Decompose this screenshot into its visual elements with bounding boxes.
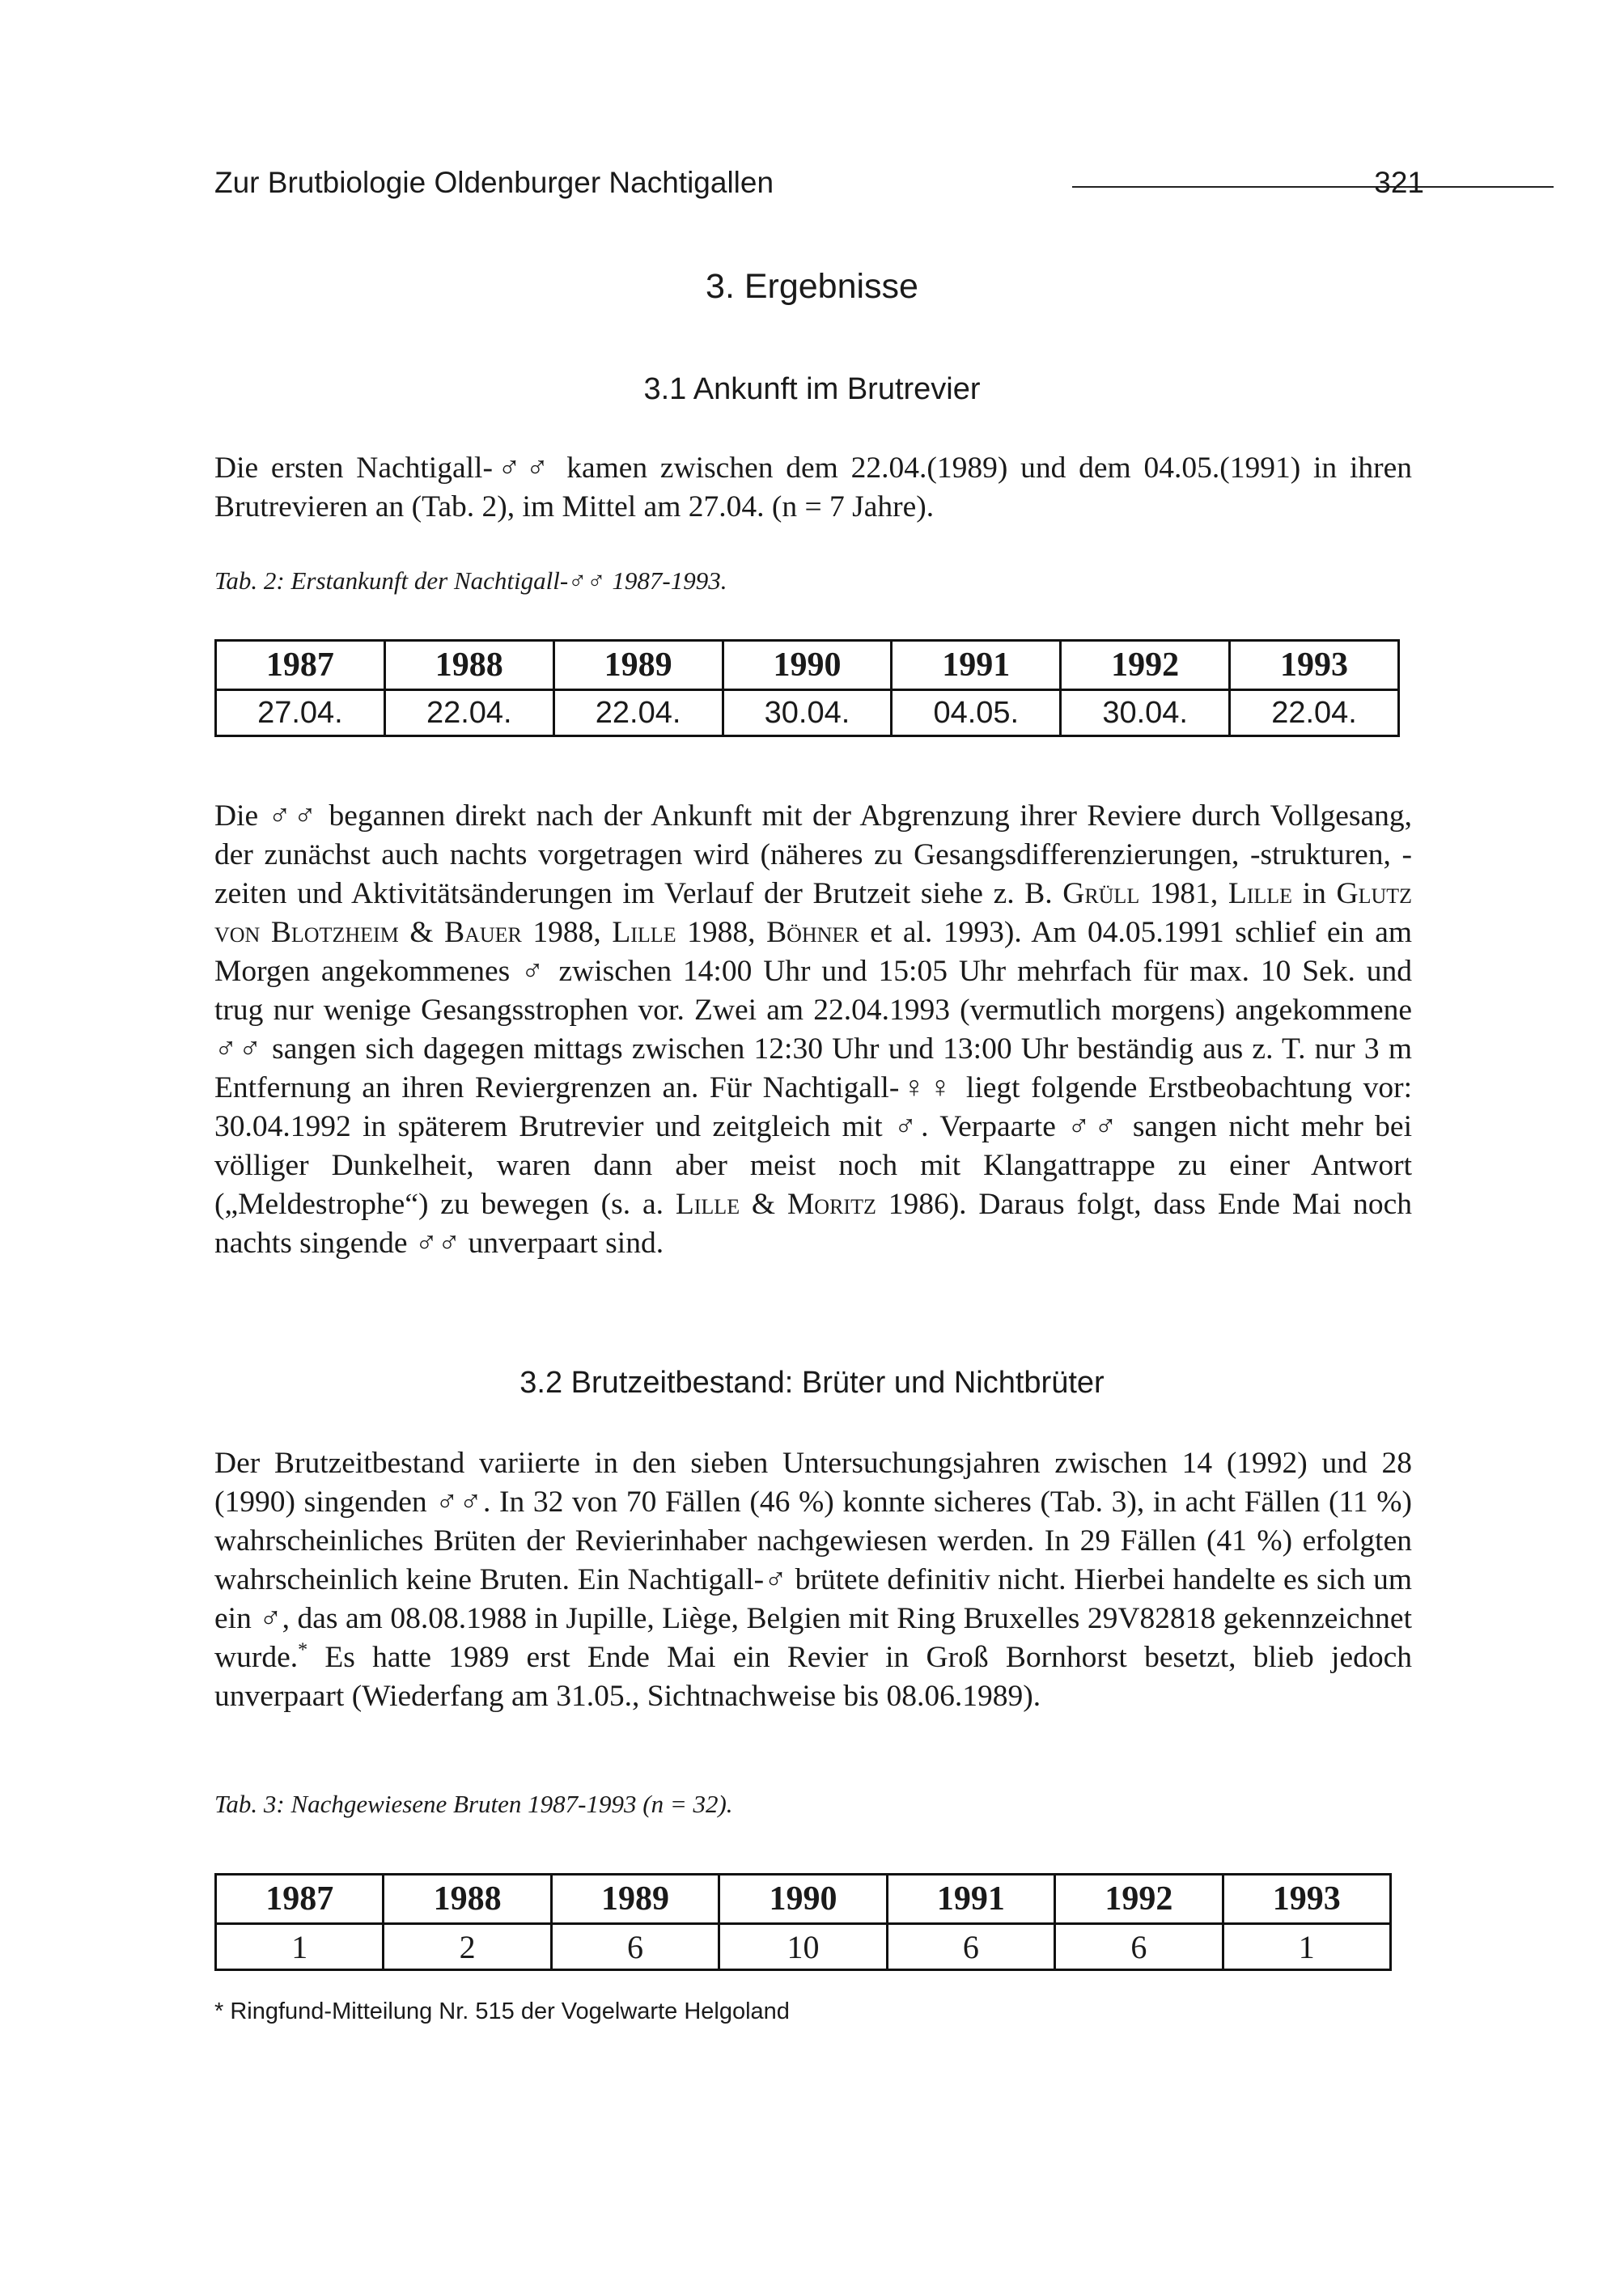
- text-run: Es hatte 1989 erst Ende Mai ein Revier in Groß Bornhorst besetzt, blieb jedoch unverpaart (Wiederfang am 31.05., Sichtnachweise bis 08.06.1989).: [214, 1641, 1412, 1713]
- table-header-row: [216, 1875, 1391, 1924]
- table-cell: 30.04.: [1061, 690, 1230, 736]
- table-cell: 1: [216, 1924, 384, 1970]
- subsection-title-breeding: 3.2 Brutzeitbestand: Brüter und Nichtbrüter: [519, 1366, 1105, 1400]
- subsection-title-arrival: 3.1 Ankunft im Brutrevier: [643, 372, 981, 406]
- table-first-arrival: [214, 639, 1400, 737]
- table-cell: 27.04.: [216, 690, 385, 736]
- table-header-cell: 1988: [384, 1875, 551, 1924]
- table-cell: 04.05.: [892, 690, 1061, 736]
- table-header-cell: 1989: [553, 641, 723, 690]
- header-rule: [1072, 186, 1554, 188]
- table-header-cell: 1991: [887, 1875, 1054, 1924]
- table-cell: 22.04.: [1230, 690, 1399, 736]
- table-cell: 6: [551, 1924, 719, 1970]
- table-header-cell: 1987: [216, 641, 385, 690]
- author-name: Lille: [612, 916, 676, 949]
- table-header-cell: 1987: [216, 1875, 384, 1924]
- text-run: Der Brutzeitbestand variierte in den sieben Untersuchungsjahren zwischen 14 (1992) und 28 (1990) singenden ♂♂. In 32 von 70 Fällen (46 %) konnte sicheres (Tab. 3), in acht Fällen (11 %) wahrscheinliches Brüten der Revierinhaber nachgewiesen werden. In 29 Fällen (41 %) erfolgten wahrscheinlich keine Bruten. Ein Nachtigall-♂ brütete definitiv nicht. Hierbei handelte es sich um ein ♂, das am 08.08.1988 in Jupille, Liège, Belgien mit Ring Bruxelles 29V82818 gekennzeichnet wurde.: [214, 1447, 1412, 1674]
- table-header-cell: 1993: [1223, 1875, 1390, 1924]
- table-row: [216, 690, 1399, 736]
- table-header-cell: 1993: [1230, 641, 1399, 690]
- table-confirmed-broods: [214, 1873, 1392, 1971]
- author-name: Bauer: [444, 916, 522, 949]
- footnote-marker: *: [298, 1639, 308, 1661]
- table-row: [216, 1924, 1391, 1970]
- page-number: 321: [1374, 166, 1424, 199]
- running-title: Zur Brutbiologie Oldenburger Nachtigallen: [214, 166, 774, 199]
- table-header-cell: 1988: [384, 641, 553, 690]
- table-cell: 22.04.: [384, 690, 553, 736]
- table2-caption: Tab. 2: Erstankunft der Nachtigall-♂♂ 1987-1993.: [214, 566, 727, 595]
- table-header-cell: 1992: [1055, 1875, 1223, 1924]
- section-title: 3. Ergebnisse: [706, 267, 918, 306]
- author-name: Lille: [1228, 877, 1293, 910]
- text-run: et al. 1993). Am 04.05.1991 schlief ein am Morgen angekommenes ♂ zwischen 14:00 Uhr und 15:05 Uhr mehrfach für max. 10 Sek. und trug nur wenige Gesangsstrophen vor. Zwei am 22.04.1993 (vermutlich morgens) angekommene ♂♂ sangen sich dagegen mittags zwischen 12:30 Uhr und 13:00 Uhr beständig aus z. T. nur 3 m Entfernung an ihren Reviergrenzen an. Für Nachtigall-♀♀ liegt folgende Erstbeobachtung vor: 30.04.1992 in späterem Brutrevier und zeitgleich mit ♂. Verpaarte ♂♂ sangen nicht mehr bei völliger Dunkelheit, waren dann aber meist noch mit Klangattrappe zu einer Antwort („Meldestrophe“) zu bewegen (s. a.: [214, 916, 1413, 1221]
- text-run: Die ♂♂ begannen direkt nach der Ankunft mit der Abgrenzung ihrer Reviere durch Vollgesang, der zunächst auch nachts vorgetragen wird (näheres zu Gesangsdifferenzierungen, -strukturen, -zeiten und Aktivitätsänderungen im Verlauf der Brutzeit siehe z. B.: [214, 799, 1412, 910]
- table-header-cell: 1990: [723, 641, 892, 690]
- author-name: Glutz von Blotzheim: [214, 877, 1413, 949]
- author-name: Böhner: [766, 916, 859, 949]
- table-cell: 22.04.: [553, 690, 723, 736]
- author-name: Lille: [675, 1188, 740, 1221]
- running-header: [214, 166, 1424, 206]
- text-run: 1981,: [1139, 877, 1228, 910]
- table3-caption: Tab. 3: Nachgewiesene Bruten 1987-1993 (n = 32).: [214, 1790, 733, 1818]
- table-header-cell: 1992: [1061, 641, 1230, 690]
- text-run: &: [740, 1188, 787, 1221]
- author-name: Grüll: [1062, 877, 1140, 910]
- table-cell: 10: [719, 1924, 887, 1970]
- table-cell: 6: [1055, 1924, 1223, 1970]
- table-header-cell: 1991: [892, 641, 1061, 690]
- text-run: 1986). Daraus folgt, dass Ende Mai noch nachts singende ♂♂ unverpaart sind.: [214, 1188, 1413, 1260]
- text-run: in: [1292, 877, 1337, 910]
- paragraph-territory-song: [214, 797, 1412, 1263]
- table-cell: 1: [1223, 1924, 1390, 1970]
- paragraph-arrival: Die ersten Nachtigall-♂♂ kamen zwischen dem 22.04.(1989) und dem 04.05.(1991) in ihren Brutrevieren an (Tab. 2), im Mittel am 27.04. (n = 7 Jahre).: [214, 451, 1412, 523]
- text-run: 1988,: [521, 916, 613, 949]
- text-run: 1988,: [676, 916, 767, 949]
- text-run: &: [398, 916, 445, 949]
- table-cell: 2: [384, 1924, 551, 1970]
- paragraph-breeding-population: [214, 1444, 1412, 1716]
- table-header-cell: 1990: [719, 1875, 887, 1924]
- author-name: Moritz: [787, 1188, 876, 1221]
- table-cell: 30.04.: [723, 690, 892, 736]
- table-cell: 6: [887, 1924, 1054, 1970]
- table-header-row: [216, 641, 1399, 690]
- footnote: * Ringfund-Mitteilung Nr. 515 der Vogelwarte Helgoland: [214, 1998, 790, 2024]
- table-header-cell: 1989: [551, 1875, 719, 1924]
